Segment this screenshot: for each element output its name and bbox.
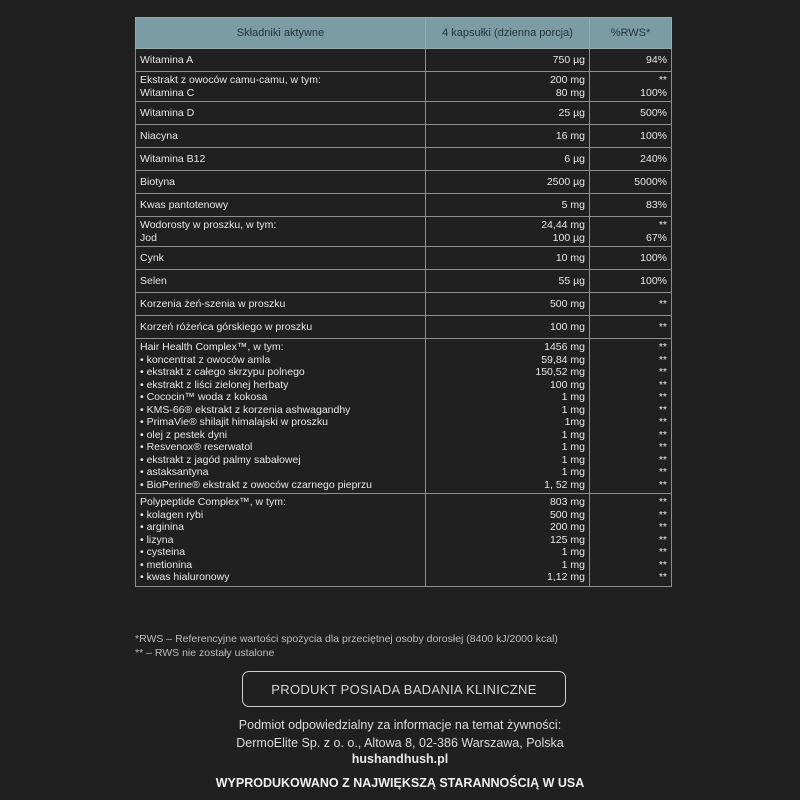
rws-line: ** xyxy=(658,320,667,333)
amount-cell xyxy=(426,316,590,339)
rws-cell xyxy=(590,72,672,102)
rws-line: 83% xyxy=(645,198,667,211)
ingredient-line: • PrimaVie® shilajit himalajski w proszku xyxy=(140,416,329,428)
ingredient-line: • Resvenox® reserwatol xyxy=(140,441,253,453)
ingredient-line: Hair Health Complex™, w tym: xyxy=(140,341,284,353)
rws-cell xyxy=(590,270,672,293)
rws-cell xyxy=(590,293,672,316)
rws-line: ** xyxy=(658,366,667,378)
table-row xyxy=(136,125,672,148)
table-row xyxy=(136,148,672,171)
ingredient-line: Korzenia żeń-szenia w proszku xyxy=(140,297,286,310)
rws-line: 240% xyxy=(640,152,667,165)
rws-line: ** xyxy=(658,521,667,533)
nutrition-table-container xyxy=(135,17,671,587)
ingredient-line: • astaksantyna xyxy=(140,466,209,478)
rws-line: ** xyxy=(658,453,667,466)
amount-cell xyxy=(426,339,590,494)
amount-line: 10 mg xyxy=(555,251,585,264)
ingredient-cell xyxy=(136,148,426,171)
amount-line: 100 mg xyxy=(549,320,585,333)
rws-line: ** xyxy=(658,478,667,491)
amount-line: 1 mg xyxy=(561,403,585,416)
table-row xyxy=(136,293,672,316)
rws-cell xyxy=(590,494,672,587)
table-row xyxy=(136,171,672,194)
ingredient-cell xyxy=(136,494,426,587)
table-row xyxy=(136,217,672,247)
ingredient-line: • cysteina xyxy=(140,546,186,558)
rws-line: ** xyxy=(658,219,667,231)
amount-line: 1 mg xyxy=(561,546,585,558)
ingredient-line: • kolagen rybi xyxy=(140,508,204,521)
rws-line: ** xyxy=(658,466,667,478)
table-row xyxy=(136,316,672,339)
ingredient-cell xyxy=(136,194,426,217)
ingredient-line: • ekstrakt z liści zielonej herbaty xyxy=(140,378,289,391)
rws-line: ** xyxy=(658,546,667,558)
ingredient-line: • metionina xyxy=(140,558,193,571)
responsible-entity-address: DermoElite Sp. z o. o., Altowa 8, 02-386 Warszawa, Polska xyxy=(236,736,564,750)
rws-line: 100% xyxy=(640,129,667,142)
ingredient-line: Witamina D xyxy=(140,106,195,119)
ingredient-line: Witamina C xyxy=(140,86,195,99)
rws-cell xyxy=(590,171,672,194)
rws-line: ** xyxy=(658,558,667,571)
amount-line: 6 µg xyxy=(564,152,585,165)
amount-cell xyxy=(426,171,590,194)
ingredient-line: • ekstrakt z całego skrzypu polnego xyxy=(140,366,305,378)
ingredient-line: Witamina A xyxy=(140,53,194,66)
table-row xyxy=(136,270,672,293)
ingredient-line: Wodorosty w proszku, w tym: xyxy=(140,219,277,231)
responsible-entity xyxy=(0,716,800,752)
ingredient-cell xyxy=(136,270,426,293)
amount-line: 1,12 mg xyxy=(547,571,585,583)
rws-line: 100% xyxy=(640,86,667,99)
rws-line: 100% xyxy=(640,251,667,264)
amount-line: 2500 µg xyxy=(546,175,585,188)
ingredient-line: • arginina xyxy=(140,521,184,533)
amount-line: 500 mg xyxy=(549,508,585,521)
rws-cell xyxy=(590,247,672,270)
amount-line: 1mg xyxy=(564,416,585,428)
rws-line: 500% xyxy=(640,106,667,119)
rws-cell xyxy=(590,194,672,217)
ingredient-cell xyxy=(136,247,426,270)
rws-line: ** xyxy=(658,508,667,521)
ingredient-line: Witamina B12 xyxy=(140,152,206,165)
made-in-usa-statement: WYPRODUKOWANO Z NAJWIĘKSZĄ STARANNOŚCIĄ W USA xyxy=(215,776,585,790)
table-row xyxy=(136,102,672,125)
ingredient-line: Cynk xyxy=(140,251,164,264)
amount-line: 80 mg xyxy=(555,86,585,99)
table-header-row xyxy=(136,18,672,49)
ingredient-line: Kwas pantotenowy xyxy=(140,198,229,211)
rws-cell xyxy=(590,339,672,494)
amount-cell xyxy=(426,148,590,171)
rws-line: ** xyxy=(658,533,667,546)
rws-cell xyxy=(590,125,672,148)
ingredient-line: • koncentrat z owoców amla xyxy=(140,353,271,366)
website-link[interactable]: hushandhush.pl xyxy=(351,752,449,766)
ingredient-line: • lizyna xyxy=(140,533,174,546)
rws-line: ** xyxy=(658,428,667,441)
footnote-not-established: ** – RWS nie zostały ustalone xyxy=(135,647,275,659)
amount-line: 125 mg xyxy=(549,533,585,546)
ingredient-cell xyxy=(136,217,426,247)
rws-cell xyxy=(590,148,672,171)
table-row xyxy=(136,494,672,587)
ingredient-cell xyxy=(136,72,426,102)
rws-line: ** xyxy=(658,416,667,428)
amount-line: 1 mg xyxy=(561,391,585,403)
rws-line: ** xyxy=(658,378,667,391)
clinical-trials-badge: PRODUKT POSIADA BADANIA KLINICZNE xyxy=(242,671,566,707)
rws-line: 5000% xyxy=(634,175,667,188)
table-row xyxy=(136,194,672,217)
amount-line: 200 mg xyxy=(549,521,585,533)
amount-line: 803 mg xyxy=(549,496,585,508)
amount-cell xyxy=(426,49,590,72)
ingredient-cell xyxy=(136,171,426,194)
amount-cell xyxy=(426,102,590,125)
amount-cell xyxy=(426,293,590,316)
ingredient-line: Jod xyxy=(140,231,157,244)
amount-line: 59,84 mg xyxy=(541,353,585,366)
header-rws: %RWS* xyxy=(590,18,672,49)
ingredient-line: Biotyna xyxy=(140,175,176,188)
nutrition-table xyxy=(135,17,672,587)
rws-cell xyxy=(590,316,672,339)
amount-line: 150,52 mg xyxy=(535,366,585,378)
amount-line: 16 mg xyxy=(555,129,585,142)
ingredient-cell xyxy=(136,316,426,339)
amount-line: 55 µg xyxy=(558,274,585,287)
footnotes xyxy=(135,632,558,660)
ingredient-cell xyxy=(136,293,426,316)
rws-line: ** xyxy=(658,441,667,453)
table-row xyxy=(136,247,672,270)
ingredient-line: Niacyna xyxy=(140,129,178,142)
rws-line: ** xyxy=(658,403,667,416)
ingredient-cell xyxy=(136,49,426,72)
ingredient-line: • BioPerine® ekstrakt z owoców czarnego pieprzu xyxy=(140,478,373,491)
amount-line: 1 mg xyxy=(561,558,585,571)
ingredient-cell xyxy=(136,102,426,125)
table-row xyxy=(136,49,672,72)
footnote-rws: *RWS – Referencyjne wartości spożycia dla przeciętnej osoby dorosłej (8400 kJ/2000 kcal) xyxy=(135,633,558,645)
amount-cell xyxy=(426,72,590,102)
ingredient-line: Polypeptide Complex™, w tym: xyxy=(140,496,286,508)
responsible-entity-line: Podmiot odpowiedzialny za informacje na temat żywności: xyxy=(238,718,562,732)
header-ingredients: Składniki aktywne xyxy=(136,18,426,49)
ingredient-line: • Cococin™ woda z kokosa xyxy=(140,391,268,403)
ingredient-cell xyxy=(136,339,426,494)
ingredient-line: Selen xyxy=(140,274,167,287)
amount-line: 1 mg xyxy=(561,441,585,453)
amount-line: 200 mg xyxy=(549,74,585,86)
rws-line: ** xyxy=(658,341,667,353)
amount-line: 5 mg xyxy=(561,198,585,211)
rws-line: 100% xyxy=(640,274,667,287)
amount-line: 750 µg xyxy=(552,53,585,66)
rws-cell xyxy=(590,217,672,247)
rws-line: 94% xyxy=(645,53,667,66)
amount-cell xyxy=(426,125,590,148)
table-row xyxy=(136,72,672,102)
ingredient-line: • KMS-66® ekstrakt z korzenia ashwagandhy xyxy=(140,403,351,416)
amount-line: 1 mg xyxy=(561,466,585,478)
rws-cell xyxy=(590,49,672,72)
ingredient-line: • kwas hialuronowy xyxy=(140,571,230,583)
table-row xyxy=(136,339,672,494)
ingredient-line: • olej z pestek dyni xyxy=(140,428,228,441)
rws-line: ** xyxy=(658,74,667,86)
amount-line: 100 mg xyxy=(549,378,585,391)
rws-cell xyxy=(590,102,672,125)
amount-cell xyxy=(426,247,590,270)
amount-line: 1456 mg xyxy=(544,341,585,353)
rws-line: ** xyxy=(658,353,667,366)
ingredient-line: • ekstrakt z jagód palmy sabałowej xyxy=(140,453,301,466)
amount-cell xyxy=(426,194,590,217)
amount-cell xyxy=(426,494,590,587)
amount-line: 100 µg xyxy=(552,231,585,244)
rws-line: ** xyxy=(658,391,667,403)
amount-line: 25 µg xyxy=(558,106,585,119)
table-body xyxy=(136,49,672,587)
amount-line: 1 mg xyxy=(561,428,585,441)
amount-line: 500 mg xyxy=(549,297,585,310)
amount-line: 24,44 mg xyxy=(541,219,585,231)
ingredient-line: Korzeń różeńca górskiego w proszku xyxy=(140,320,313,333)
ingredient-cell xyxy=(136,125,426,148)
rws-line: ** xyxy=(658,496,667,508)
amount-line: 1, 52 mg xyxy=(544,478,585,491)
amount-cell xyxy=(426,217,590,247)
rws-line: 67% xyxy=(645,231,667,244)
header-daily-dose: 4 kapsułki (dzienna porcja) xyxy=(426,18,590,49)
rws-line: ** xyxy=(658,297,667,310)
amount-line: 1 mg xyxy=(561,453,585,466)
ingredient-line: Ekstrakt z owoców camu-camu, w tym: xyxy=(140,74,321,86)
rws-line: ** xyxy=(658,571,667,583)
amount-cell xyxy=(426,270,590,293)
